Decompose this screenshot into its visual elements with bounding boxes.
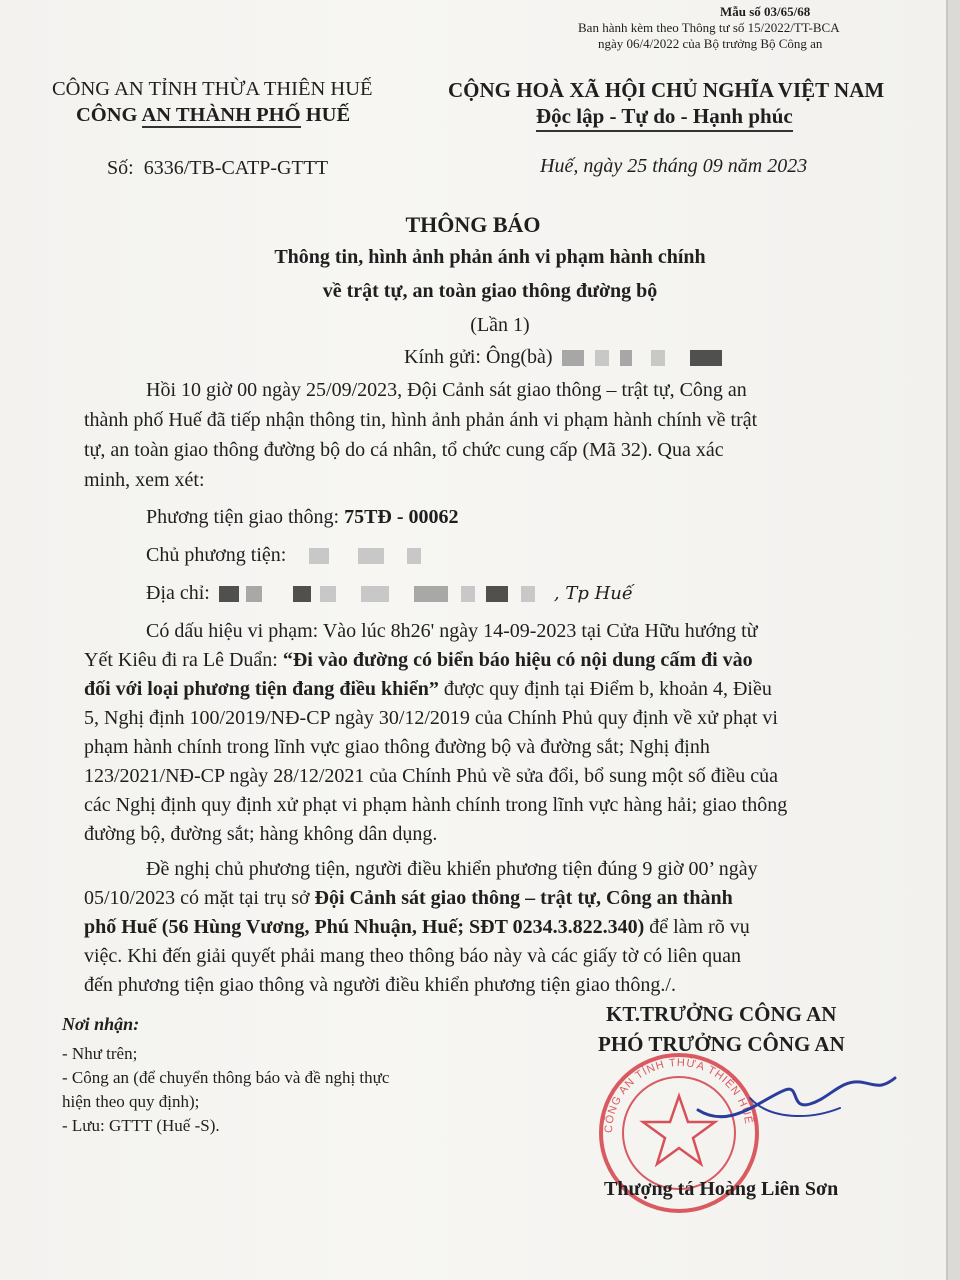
- recipients-heading: Nơi nhận:: [62, 1014, 140, 1034]
- handwritten-city: , Tp Huế: [553, 583, 633, 604]
- place-date: Huế, ngày 25 tháng 09 năm 2023: [540, 155, 808, 177]
- violation-line-1: Có dấu hiệu vi phạm: Vào lúc 8h26' ngày 14-09-2023 tại Cửa Hữu hướng từ: [146, 620, 758, 642]
- notice-count: (Lần 1): [470, 314, 530, 336]
- seal-text: CÔNG AN TỈNH THỪA THIÊN HUẾ: [602, 1056, 755, 1134]
- form-number: Mẫu số 03/65/68: [720, 4, 811, 19]
- request-line-1: Đề nghị chủ phương tiện, người điều khiển phương tiện đúng 9 giờ 00’ ngày: [146, 858, 758, 880]
- paragraph-1-line-4: minh, xem xét:: [84, 469, 205, 491]
- owner-line: Chủ phương tiện:: [146, 544, 421, 567]
- signature-title-2: PHÓ TRƯỞNG CÔNG AN: [598, 1032, 845, 1056]
- signer-name: Thượng tá Hoàng Liên Sơn: [604, 1178, 839, 1200]
- vehicle-plate: 75TĐ - 00062: [344, 506, 459, 528]
- violation-line-8: đường bộ, đường sắt; hàng không dân dụng.: [84, 823, 438, 845]
- form-note-1: Ban hành kèm theo Thông tư số 15/2022/TT-BCA: [578, 20, 840, 35]
- redacted-name: [562, 350, 584, 366]
- violation-line-7: các Nghị định quy định xử phạt vi phạm hành chính trong lĩnh vực hàng hải; giao thông: [84, 794, 788, 816]
- redacted-owner: [309, 548, 329, 564]
- request-line-5: đến phương tiện giao thông và người điều khiển phương tiện giao thông./.: [84, 974, 676, 996]
- motto: Độc lập - Tự do - Hạnh phúc: [536, 104, 793, 132]
- violation-line-2: Yết Kiêu đi ra Lê Duẩn: “Đi vào đường có biển báo hiệu có nội dung cấm đi vào: [84, 649, 753, 671]
- request-line-3: phố Huế (56 Hùng Vương, Phú Nhuận, Huế; SĐT 0234.3.822.340) để làm rõ vụ: [84, 916, 750, 938]
- handwritten-signature: [690, 1060, 900, 1140]
- document-title: THÔNG BÁO: [405, 212, 541, 237]
- request-line-2: 05/10/2023 có mặt tại trụ sở Đội Cảnh sát giao thông – trật tự, Công an thành: [84, 887, 733, 909]
- violation-line-6: 123/2021/NĐ-CP ngày 28/12/2021 của Chính Phủ về sửa đổi, bổ sung một số điều của: [84, 765, 778, 787]
- org-parent: CÔNG AN TỈNH THỪA THIÊN HUẾ: [52, 78, 373, 100]
- recipient-item: - Công an (để chuyển thông báo và đề nghị thực: [62, 1068, 390, 1087]
- recipient-line: Kính gửi: Ông(bà): [404, 346, 722, 369]
- form-note-2: ngày 06/4/2022 của Bộ trưởng Bộ Công an: [598, 36, 823, 51]
- paragraph-1-line-3: tự, an toàn giao thông đường bộ do cá nhân, tổ chức cung cấp (Mã 32). Qua xác: [84, 439, 724, 461]
- signature-title-1: KT.TRƯỞNG CÔNG AN: [606, 1002, 837, 1026]
- violation-line-5: phạm hành chính trong lĩnh vực giao thông đường bộ và đường sắt; Nghị định: [84, 736, 710, 758]
- violation-line-3: đối với loại phương tiện đang điều khiển” được quy định tại Điểm b, khoản 4, Điều: [84, 678, 772, 700]
- recipient-item: hiện theo quy định);: [62, 1092, 200, 1111]
- document-number: Số: 6336/TB-CATP-GTTT: [107, 157, 329, 179]
- violation-line-4: 5, Nghị định 100/2019/NĐ-CP ngày 30/12/2019 của Chính Phủ quy định về xử phạt vi: [84, 707, 778, 729]
- paragraph-1-line-2: thành phố Huế đã tiếp nhận thông tin, hình ảnh phản ánh vi phạm hành chính về trật: [84, 409, 758, 431]
- recipient-item: - Lưu: GTTT (Huế -S).: [62, 1116, 220, 1135]
- request-line-4: việc. Khi đến giải quyết phải mang theo thông báo này và các giấy tờ có liên quan: [84, 945, 742, 967]
- paragraph-1-line-1: Hồi 10 giờ 00 ngày 25/09/2023, Đội Cảnh sát giao thông – trật tự, Công an: [146, 379, 747, 401]
- org-name: CÔNG AN THÀNH PHỐ HUẾ: [76, 104, 351, 126]
- vehicle-line: Phương tiện giao thông: 75TĐ - 00062: [146, 506, 459, 528]
- redacted-address: [219, 586, 239, 602]
- address-line: Địa chỉ: , Tp Huế: [146, 582, 633, 604]
- document-subtitle-1: Thông tin, hình ảnh phản ánh vi phạm hành chính: [274, 246, 706, 268]
- nation-title: CỘNG HOÀ XÃ HỘI CHỦ NGHĨA VIỆT NAM: [448, 78, 885, 102]
- recipient-item: - Như trên;: [62, 1044, 138, 1063]
- document-subtitle-2: về trật tự, an toàn giao thông đường bộ: [322, 280, 658, 302]
